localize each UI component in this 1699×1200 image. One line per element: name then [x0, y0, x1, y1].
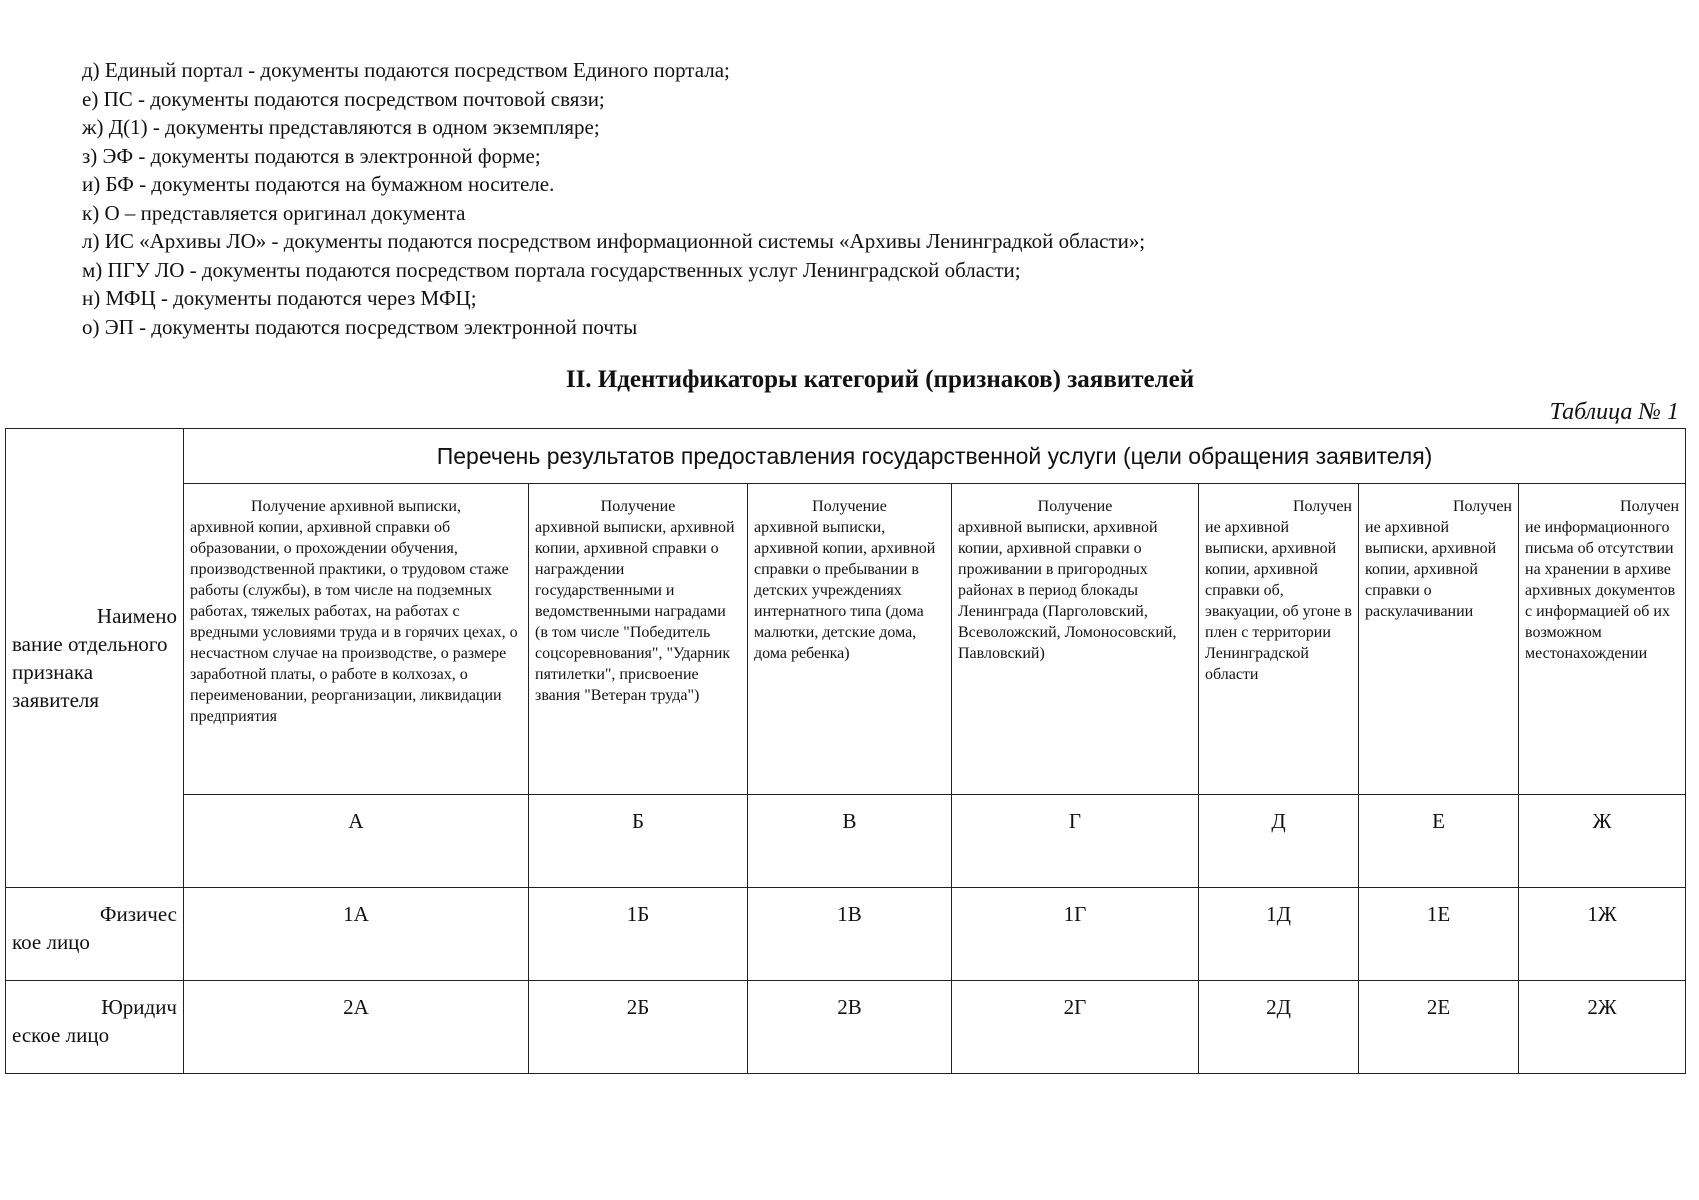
- legend-item: и) БФ - документы подаются на бумажном носителе.: [82, 172, 555, 196]
- desc-rest: ие информационного письма об отсутствии на хранении в архиве архивных документов с информацией об их возможном местонахождении: [1525, 519, 1676, 662]
- column-letter: Ж: [1519, 795, 1686, 888]
- column-description: [1199, 484, 1359, 795]
- legend-item: е) ПС - документы подаются посредством почтовой связи;: [82, 86, 605, 111]
- column-description: [748, 484, 952, 795]
- table-cell: 2Ж: [1519, 981, 1686, 1074]
- desc-rest: ие архивной выписки, архивной копии, архивной справки о раскулачивании: [1365, 519, 1497, 620]
- desc-first: Получение архивной выписки,: [251, 498, 461, 515]
- table-cell: 1А: [184, 888, 529, 981]
- desc-first: Получение: [812, 498, 887, 515]
- column-description: [1519, 484, 1686, 795]
- row-label: [6, 981, 184, 1074]
- legend-item: д) Единый портал - документы подаются посредством Единого портала;: [82, 58, 730, 82]
- table-cell: 2Б: [529, 981, 748, 1074]
- table-cell: 1Ж: [1519, 888, 1686, 981]
- desc-rest: архивной выписки, архивной копии, архивной справки о награждении государственными и ведомственными наградами (в том числе "Победитель соцсоревнования", "Ударник пятилетки", присвоение звания "Ветеран труда"): [535, 519, 735, 704]
- row-label-rest: кое лицо: [12, 930, 90, 954]
- header-text-rest: вание отдельного признака заявителя: [12, 632, 168, 712]
- identifiers-table: [5, 428, 1686, 1074]
- column-letter: В: [748, 795, 952, 888]
- desc-first: Получен: [1620, 498, 1680, 515]
- column-description: [529, 484, 748, 795]
- row-label-first: Юридич: [101, 995, 177, 1019]
- desc-first: Получен: [1452, 498, 1512, 515]
- desc-rest: ие архивной выписки, архивной копии, архивной справки об, эвакуации, об угоне в плен с территории Ленинградской области: [1205, 519, 1352, 683]
- column-letter: А: [184, 795, 529, 888]
- table-number: Таблица № 1: [1549, 399, 1679, 425]
- desc-first: Получение: [1037, 498, 1113, 515]
- table-cell: 2Г: [952, 981, 1199, 1074]
- legend-item: л) ИС «Архивы ЛО» - документы подаются посредством информационной системы «Архивы Ленинградкой области»;: [82, 229, 1146, 253]
- column-letter: Б: [529, 795, 748, 888]
- desc-rest: архивной выписки, архивной копии, архивной справки о пребывании в детских учреждениях интернатного типа (дома малютки, детские дома, дома ребенка): [754, 519, 936, 662]
- table-cell: 1Б: [529, 888, 748, 981]
- results-header: Перечень результатов предоставления государственной услуги (цели обращения заявителя): [184, 429, 1686, 484]
- legend-item: к) О – представляется оригинал документа: [82, 200, 466, 225]
- table-cell: 2Е: [1359, 981, 1519, 1074]
- row-label-first: Физичес: [99, 902, 177, 926]
- table-cell: 1Г: [952, 888, 1199, 981]
- table-row: [6, 981, 1686, 1074]
- legend-list: [82, 56, 1145, 341]
- desc-rest: архивной копии, архивной справки об образовании, о прохождении обучения, производственной практики, о трудовом стаже работы (службы), в том числе на подземных работах, тяжелых работах, на работах с вредными условиями труда и в горячих цехах, о несчастном случае на производстве, о размере заработной платы, о работе в колхозах, о переименовании, реорганизации, ликвидации предприятия: [190, 519, 518, 725]
- table-cell: 2А: [184, 981, 529, 1074]
- desc-first: Получен: [1292, 498, 1352, 515]
- table-row: [6, 888, 1686, 981]
- column-letter: Г: [952, 795, 1199, 888]
- desc-rest: архивной выписки, архивной копии, архивной справки о проживании в пригородных районах в период блокады Ленинграда (Парголовский, Всеволожский, Ломоносовский, Павловский): [958, 519, 1177, 662]
- row-label: [6, 888, 184, 981]
- header-text-first: Наимено: [96, 604, 177, 628]
- table-cell: 2В: [748, 981, 952, 1074]
- name-column-header: [6, 429, 184, 888]
- column-letter: Д: [1199, 795, 1359, 888]
- column-description: [184, 484, 529, 795]
- legend-item: н) МФЦ - документы подаются через МФЦ;: [82, 286, 477, 310]
- row-label-rest: еское лицо: [12, 1023, 110, 1047]
- column-letter: Е: [1359, 795, 1519, 888]
- section-title: II. Идентификаторы категорий (признаков) заявителей: [565, 366, 1195, 393]
- table-cell: 1Д: [1199, 888, 1359, 981]
- legend-item: ж) Д(1) - документы представляются в одном экземпляре;: [82, 115, 600, 139]
- legend-item: о) ЭП - документы подаются посредством электронной почты: [82, 314, 638, 339]
- legend-item: м) ПГУ ЛО - документы подаются посредством портала государственных услуг Ленинградской области;: [82, 257, 1021, 282]
- legend-item: з) ЭФ - документы подаются в электронной форме;: [82, 143, 541, 168]
- table-cell: 2Д: [1199, 981, 1359, 1074]
- desc-first: Получение: [600, 498, 676, 515]
- table-cell: 1Е: [1359, 888, 1519, 981]
- column-description: [952, 484, 1199, 795]
- column-description: [1359, 484, 1519, 795]
- table-cell: 1В: [748, 888, 952, 981]
